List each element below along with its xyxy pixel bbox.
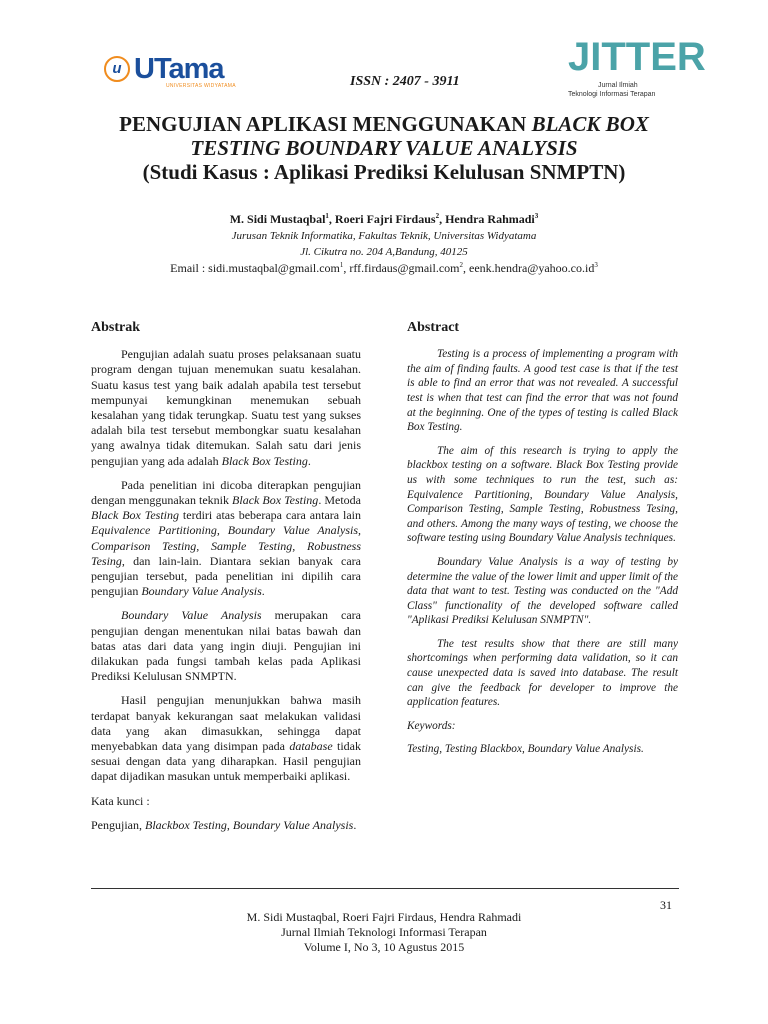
abstrak-kw-a: Pengujian, (91, 817, 145, 832)
abstrak-keywords (91, 818, 361, 833)
email-3-sup: 3 (594, 261, 598, 269)
abstrak-kw-i2: Boundary Value Analysis (232, 817, 354, 832)
abstrak-p2-a: Pada penelitian ini dicoba diterapkan pengujian dengan menggunakan teknik (91, 477, 361, 508)
author-list (0, 212, 768, 227)
paper-title-line-1 (0, 112, 768, 136)
author-3: , Hendra Rahmadi (439, 212, 535, 226)
email-1-sup: 1 (339, 261, 344, 269)
abstract-heading: Abstract (407, 320, 460, 335)
abstrak-p3-a: merupakan cara pengujian dengan menentukan nilai batas bawah dan batas atas dari data yang ingin diuji. Pengujian ini dilakukan pada fungsi tambah kelas pada Aplikasi Prediksi Kelulusan SNMPTN. (91, 608, 361, 684)
page-number: 31 (660, 898, 672, 912)
abstract-paragraph-2: The aim of this research is trying to apply the blackbox testing on a software. Black Box Testing provide us with some techniques to run the test, such as: Equivalence Partitioning, Boundary Value Analysis, Comparison Testing, Sample Testing, Robustness Tesing, and others. Among the many ways of testing, we choose the software testing using Boundary Value Analysis techniques. (407, 444, 678, 545)
abstrak-paragraph-3 (91, 608, 361, 684)
abstrak-kw-b: , (226, 817, 233, 832)
affiliation-address: Jl. Cikutra no. 204 A,Bandung, 40125 (300, 246, 468, 258)
abstrak-paragraph-2 (91, 478, 361, 600)
utama-logo-word: UTama (134, 53, 224, 85)
utama-logo-subtitle: UNIVERSITAS WIDYATAMA (166, 83, 236, 89)
abstrak-p2-d: , dan lain-lain. Diantara sekian banyak cara pengujian tersebut, pada penelitian ini dipilih cara pengujian (91, 553, 361, 599)
author-2: , Roeri Fajri Firdaus (328, 212, 436, 226)
footer-divider (91, 888, 679, 889)
title-italic: BLACK BOX (531, 112, 649, 136)
jitter-logo-word: JITTER (568, 35, 706, 79)
abstrak-p2-c: terdiri atas beberapa cara antara lain (179, 508, 361, 523)
abstrak-kw-c: . (353, 817, 357, 832)
abstrak-p4-a: Hasil pengujian menunjukkan bahwa masih terdapat banyak kekurangan saat melakukan validasi data yang akan dimasukkan, sehingga dapat menyebabkan data yang disimpan pada (91, 693, 361, 754)
footer-volume: Volume I, No 3, 10 Agustus 2015 (303, 940, 465, 954)
email-2: , rff.firdaus@gmail.com (343, 261, 460, 275)
paper-title-line-3: (Studi Kasus : Aplikasi Prediksi Kelulusan SNMPTN) (142, 160, 626, 184)
abstract-paragraph-3: Boundary Value Analysis is a way of testing by determine the value of the lower limit and upper limit of the data that want to test. Testing was conducted on the "Add Class" functionality of the developed software called "Aplikasi Prediksi Kelulusan SNMPTN". (407, 555, 678, 627)
abstract-keywords-label: Keywords: (407, 719, 456, 732)
abstract-keywords: Testing, Testing Blackbox, Boundary Value Analysis. (407, 743, 644, 756)
title-plain: PENGUJIAN APLIKASI MENGGUNAKAN (119, 112, 532, 136)
abstrak-keywords-label: Kata kunci : (91, 793, 150, 808)
abstrak-heading: Abstrak (91, 320, 141, 335)
abstrak-kw-i: Blackbox Testing (145, 817, 227, 832)
abstrak-p2-i4: Boundary Value Analysis (141, 584, 262, 599)
utama-logo-mark: u (104, 56, 130, 82)
abstrak-p2-i2: Black Box Testing (91, 508, 180, 523)
issn-number: ISSN : 2407 - 3911 (350, 74, 460, 89)
author-3-sup: 3 (534, 212, 539, 220)
author-1-sup: 1 (325, 212, 329, 220)
footer-journal: Jurnal Ilmiah Teknologi Informasi Terapan (281, 925, 487, 939)
abstrak-p2-i3: Equivalence Partitioning, Boundary Value Analysis, Comparison Testing, Sample Testing, Robustness Tesing (91, 523, 361, 568)
abstrak-p2-e: . (261, 584, 265, 599)
abstract-paragraph-4: The test results show that there are still many shortcomings when performing data validation, so it can cause unexpected data is saved into database. The result can give the feedback for developer to improve the application features. (407, 637, 678, 709)
abstrak-p4-b: tidak sesuai dengan data yang diharapkan. Hasil pengujian dapat dijadikan masukan untuk memperbaiki aplikasi. (91, 739, 361, 784)
affiliation-department: Jurusan Teknik Informatika, Fakultas Teknik, Universitas Widyatama (231, 230, 537, 242)
author-1: M. Sidi Mustaqbal (229, 212, 326, 226)
email-3: , eenk.hendra@yahoo.co.id (463, 261, 595, 275)
abstrak-p2-b: . Metoda (318, 493, 361, 508)
email-2-sup: 2 (459, 261, 463, 269)
paper-title-line-2: TESTING BOUNDARY VALUE ANALYSIS (190, 136, 578, 160)
abstrak-p3-i1: Boundary Value Analysis (121, 608, 262, 623)
jitter-logo-subtitle-2: Teknologi Informasi Terapan (568, 91, 656, 98)
abstrak-column (91, 320, 361, 842)
footer-authors: M. Sidi Mustaqbal, Roeri Fajri Firdaus, Hendra Rahmadi (246, 910, 522, 924)
email-1: Email : sidi.mustaqbal@gmail.com (170, 261, 340, 275)
jitter-logo (568, 34, 706, 100)
abstrak-p2-i1: Black Box Testing (232, 493, 319, 508)
abstrak-paragraph-4 (91, 693, 361, 784)
abstrak-p1-text: Pengujian adalah suatu proses pelaksanaan suatu program dengan tujuan menemukan suatu kesalahan. Suatu kasus test yang baik adalah apabila test tersebut mempunyai kemungkinan menemukan sebuah kesalahan yang tidak terungkap. Suatu test yang sukses adalah bila test tersebut membongkar suatu kesalahan yang awalnya tidak ditemukan. Salah satu dari jenis pengujian yang ada adalah (91, 347, 361, 468)
author-2-sup: 2 (435, 212, 440, 220)
abstrak-paragraph-1 (91, 347, 361, 469)
author-emails (0, 261, 768, 276)
jitter-logo-subtitle-1: Jurnal Ilmiah (598, 82, 638, 89)
abstract-column (407, 320, 678, 766)
abstrak-p1-end: . (307, 453, 311, 468)
abstract-paragraph-1: Testing is a process of implementing a program with the aim of finding faults. A good test case is that if the test is able to find an error that was not revealed. A successful test is when that test can find the error that was not found at the beginning. One of the types of testing is called Black Box Testing. (407, 348, 678, 434)
abstrak-p1-italic: Black Box Testing (221, 453, 308, 468)
utama-logo (104, 52, 236, 90)
abstrak-p4-i1: database (289, 739, 333, 754)
